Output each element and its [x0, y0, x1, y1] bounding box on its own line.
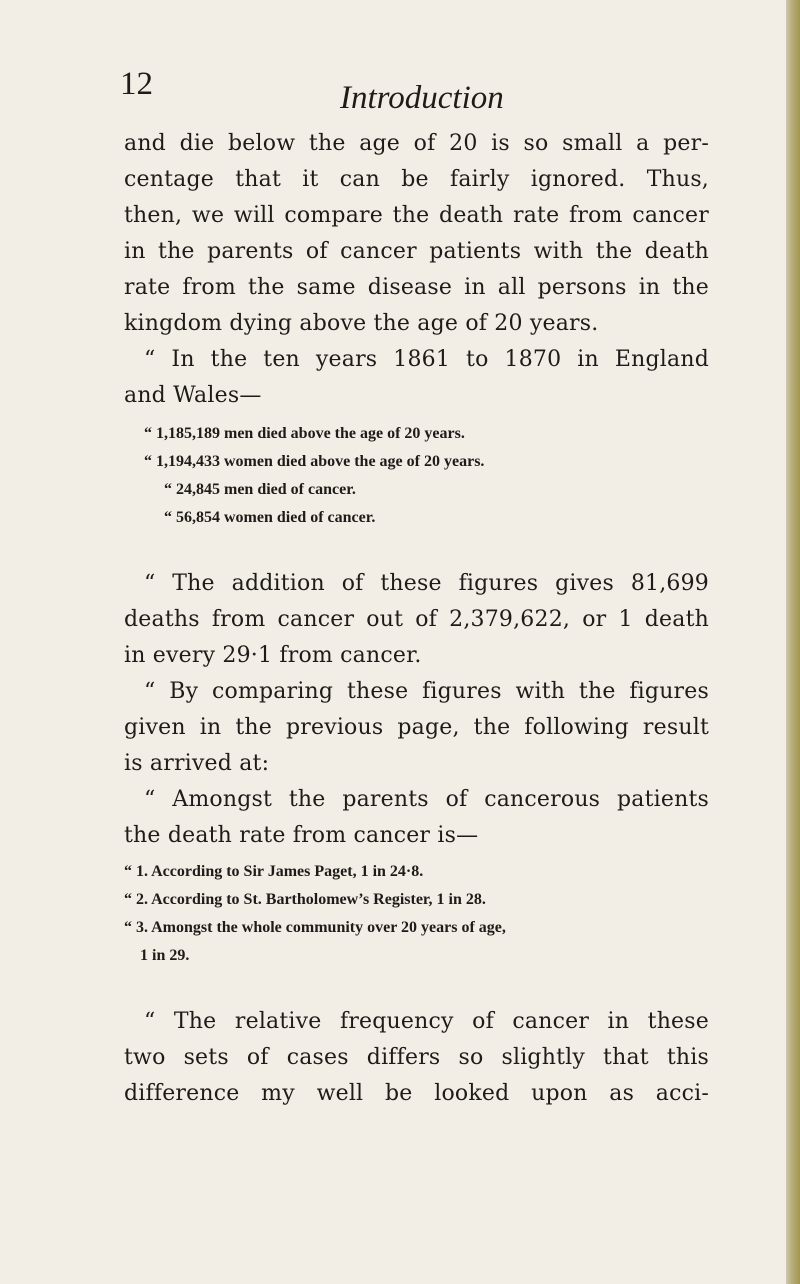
- quote-line: “ 56,854 women died of cancer.: [164, 509, 376, 526]
- paragraph-addition: [124, 566, 709, 674]
- quote-line: 1 in 29.: [140, 947, 190, 964]
- text-line: “ In the ten years 1861 to 1870 in England: [144, 347, 709, 372]
- text-line: given in the previous page, the following result: [124, 715, 709, 740]
- paragraph-intro: [124, 126, 709, 342]
- text-line: “ The addition of these figures gives 81,699: [144, 571, 709, 596]
- text-line: the death rate from cancer is—: [124, 823, 479, 848]
- paragraph-relative-frequency: [124, 1004, 709, 1112]
- paragraph-amongst-parents: [124, 782, 709, 854]
- text-line: is arrived at:: [124, 751, 270, 776]
- quote-line: “ 3. Amongst the whole community over 20 years of age,: [124, 919, 506, 936]
- text-line: and die below the age of 20 is so small a per-: [124, 131, 709, 156]
- quote-line: “ 1. According to Sir James Paget, 1 in 24·8.: [124, 863, 424, 880]
- page-number: 12: [120, 66, 153, 102]
- text-line: kingdom dying above the age of 20 years.: [124, 311, 599, 336]
- text-line: difference my well be looked upon as acci-: [124, 1081, 709, 1106]
- text-line: then, we will compare the death rate from cancer: [124, 203, 709, 228]
- text-line: deaths from cancer out of 2,379,622, or 1 death: [124, 607, 709, 632]
- page-edge-binding: [786, 0, 800, 1284]
- text-line: two sets of cases differs so slightly that this: [124, 1045, 709, 1070]
- text-line: rate from the same disease in all persons in the: [124, 275, 709, 300]
- quote-line: “ 1,194,433 women died above the age of 20 years.: [144, 453, 485, 470]
- quote-line: “ 24,845 men died of cancer.: [164, 481, 356, 498]
- text-line: “ The relative frequency of cancer in these: [144, 1009, 709, 1034]
- running-title: Introduction: [340, 80, 504, 116]
- quoted-statistics: [124, 420, 709, 532]
- text-line: in every 29·1 from cancer.: [124, 643, 422, 668]
- paragraph-comparing: [124, 674, 709, 782]
- text-line: in the parents of cancer patients with the death: [124, 239, 709, 264]
- quote-line: “ 1,185,189 men died above the age of 20 years.: [144, 425, 465, 442]
- text-line: “ Amongst the parents of cancerous patients: [144, 787, 709, 812]
- quote-line: “ 2. According to St. Bartholomew’s Register, 1 in 28.: [124, 891, 486, 908]
- text-line: “ By comparing these figures with the figures: [144, 679, 709, 704]
- text-line: and Wales—: [124, 383, 262, 408]
- paragraph-england-wales: [124, 342, 709, 414]
- quoted-death-rates: [124, 858, 709, 970]
- text-line: centage that it can be fairly ignored. Thus,: [124, 167, 709, 192]
